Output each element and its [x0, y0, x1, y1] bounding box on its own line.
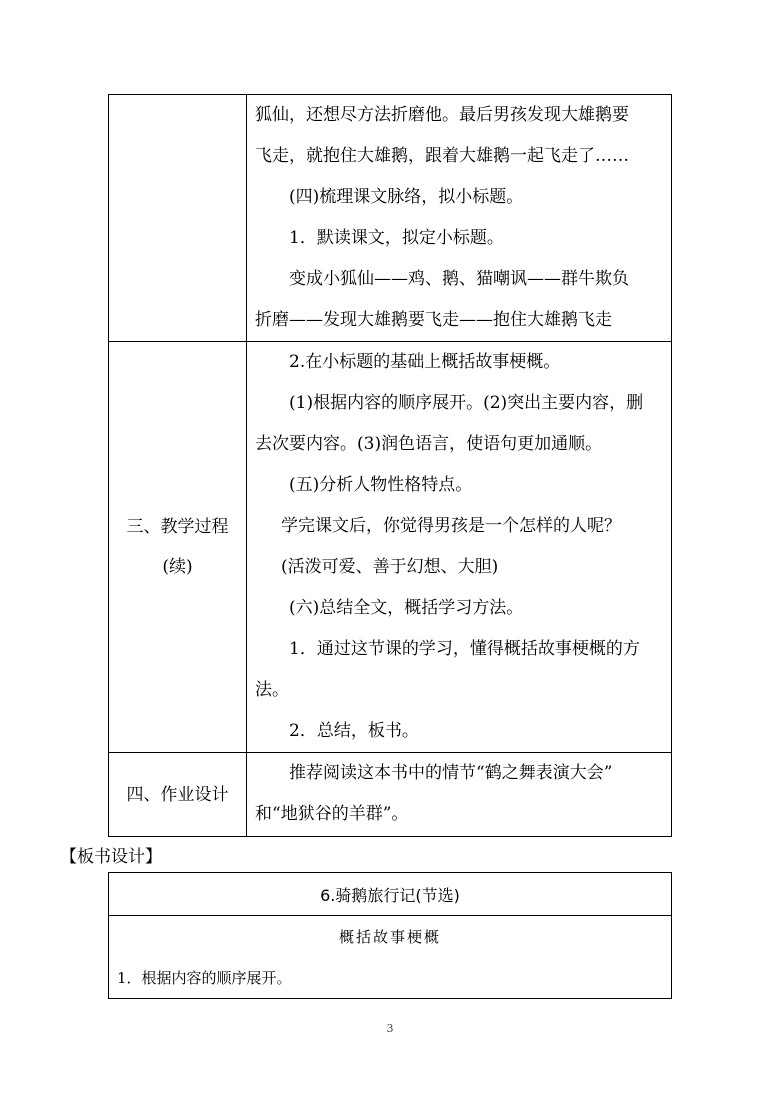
board-subtitle-text: 概括故事梗概	[338, 927, 441, 946]
table-row	[109, 956, 672, 999]
content-line: 推荐阅读这本书中的情节“鹤之舞表演大会”	[289, 763, 613, 783]
content-line: 2．总结，板书。	[289, 721, 419, 741]
content-line: 1．默读课文，拟定小标题。	[289, 228, 504, 248]
row-label-teaching-process	[109, 342, 247, 753]
content-line: (五)分析人物性格特点。	[289, 475, 473, 495]
board-design-heading: 【板书设计】	[60, 847, 162, 867]
table-row	[109, 916, 672, 957]
row-label-text: (续)	[162, 557, 193, 577]
page-number: 3	[386, 1022, 394, 1035]
lesson-plan-table	[108, 94, 672, 837]
table-row	[109, 95, 672, 342]
content-line: (1)根据内容的顺序展开。(2)突出主要内容，删	[289, 393, 644, 413]
board-item: 1．根据内容的顺序展开。	[109, 956, 672, 999]
board-design-table	[108, 872, 672, 999]
content-line: 折磨——发现大雄鹅要飞走——抱住大雄鹅飞走	[255, 310, 612, 330]
row-content	[247, 753, 672, 837]
content-line: 和“地狱谷的羊群”。	[255, 804, 409, 824]
row-label-text: 四、作业设计	[126, 784, 229, 805]
row-label-empty	[109, 95, 247, 342]
content-line: 飞走，就抱住大雄鹅，跟着大雄鹅一起飞走了……	[255, 146, 629, 166]
content-line: 1．通过这节课的学习，懂得概括故事梗概的方	[289, 639, 640, 659]
content-line: 去次要内容。(3)润色语言，使语句更加通顺。	[255, 434, 603, 454]
content-line: (活泼可爱、善于幻想、大胆)	[281, 557, 499, 577]
content-line: (六)总结全文，概括学习方法。	[289, 598, 524, 618]
table-row	[109, 342, 672, 753]
content-line: (四)梳理课文脉络，拟小标题。	[289, 187, 524, 207]
board-subtitle	[109, 916, 672, 957]
content-line: 变成小狐仙——鸡、鹅、猫嘲讽——群牛欺负	[289, 269, 629, 289]
content-line: 学完课文后，你觉得男孩是一个怎样的人呢？	[281, 516, 621, 536]
table-row	[109, 873, 672, 916]
content-line: 狐仙，还想尽方法折磨他。最后男孩发现大雄鹅要	[255, 105, 629, 125]
content-line: 法。	[255, 680, 289, 700]
row-label-text: 三、教学过程	[126, 517, 229, 537]
row-content	[247, 342, 672, 753]
content-line: 2.在小标题的基础上概括故事梗概。	[289, 352, 561, 372]
board-title: 6.骑鹅旅行记(节选)	[109, 873, 672, 916]
table-row	[109, 753, 672, 837]
row-label-homework	[109, 753, 247, 837]
row-content	[247, 95, 672, 342]
